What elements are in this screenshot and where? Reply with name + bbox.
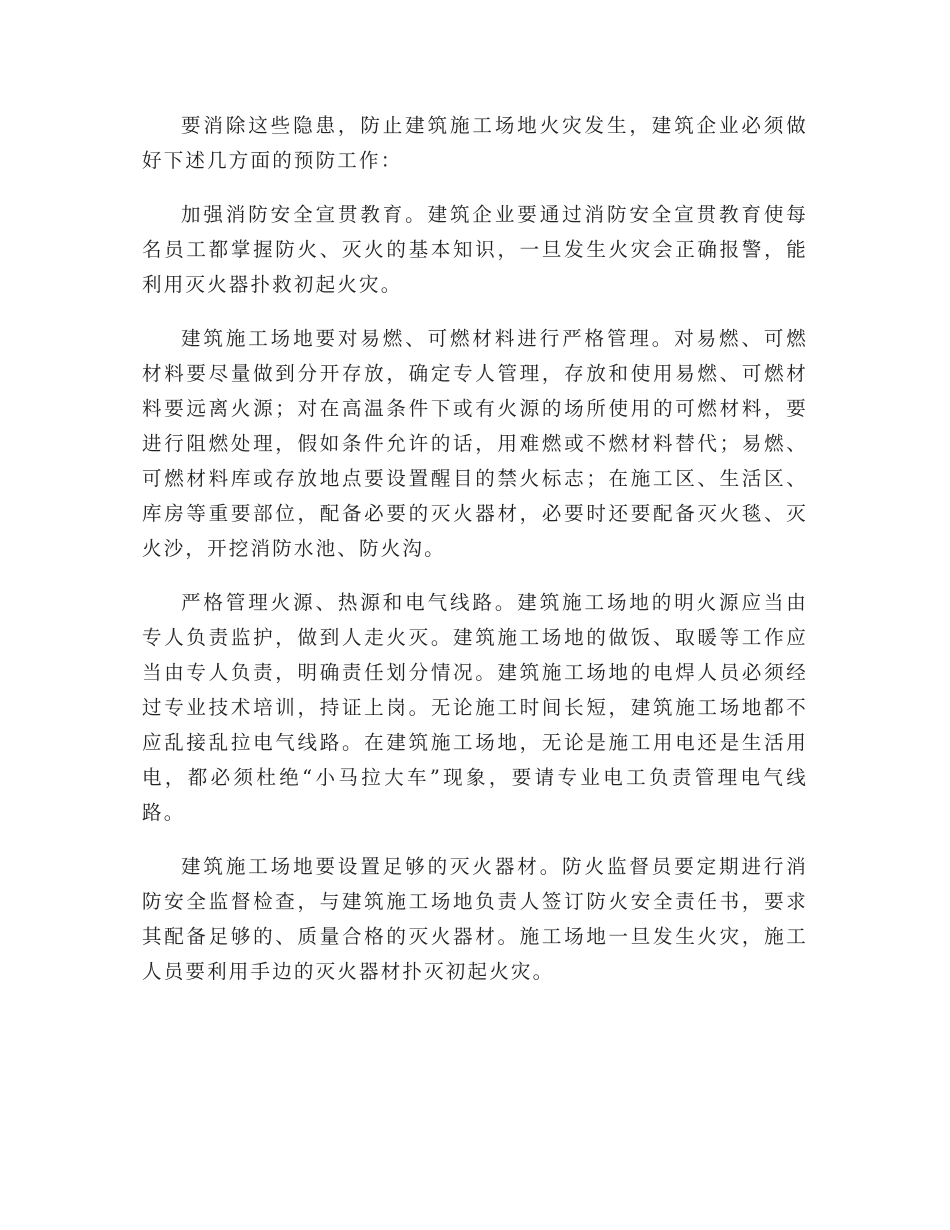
paragraph-intro: 要消除这些隐患，防止建筑施工场地火灾发生，建筑企业必须做好下述几方面的预防工作： — [142, 114, 808, 172]
paragraph-fire-sources: 严格管理火源、热源和电气线路。建筑施工场地的明火源应当由专人负责监护，做到人走火灭。建筑施工场地的做饭、取暖等工作应当由专人负责，明确责任划分情况。建筑施工场地的电焊人员必须经过专业技术培训，持证上岗。无论施工时间长短，建筑施工场地都不应乱接乱拉电气线路。在建筑施工场地，无论是施工用电还是生活用电，都必须杜绝“小马拉大车”现象，要请专业电工负责管理电气线路。 — [142, 591, 808, 824]
paragraph-education: 加强消防安全宣贯教育。建筑企业要通过消防安全宣贯教育使每名员工都掌握防火、灭火的基本知识，一旦发生火灾会正确报警，能利用灭火器扑救初起火灾。 — [142, 203, 808, 296]
document-page — [142, 108, 808, 1008]
paragraph-materials: 建筑施工场地要对易燃、可燃材料进行严格管理。对易燃、可燃材料要尽量做到分开存放，确定专人管理，存放和使用易燃、可燃材料要远离火源；对在高温条件下或有火源的场所使用的可燃材料，要进行阻燃处理，假如条件允许的话，用难燃或不燃材料替代；易燃、可燃材料库或存放地点要设置醒目的禁火标志；在施工区、生活区、库房等重要部位，配备必要的灭火器材，必要时还要配备灭火毯、灭火沙，开挖消防水池、防火沟。 — [142, 327, 808, 560]
paragraph-equipment: 建筑施工场地要设置足够的灭火器材。防火监督员要定期进行消防安全监督检查，与建筑施工场地负责人签订防火安全责任书，要求其配备足够的、质量合格的灭火器材。施工场地一旦发生火灾，施工人员要利用手边的灭火器材扑灭初起火灾。 — [142, 855, 808, 983]
